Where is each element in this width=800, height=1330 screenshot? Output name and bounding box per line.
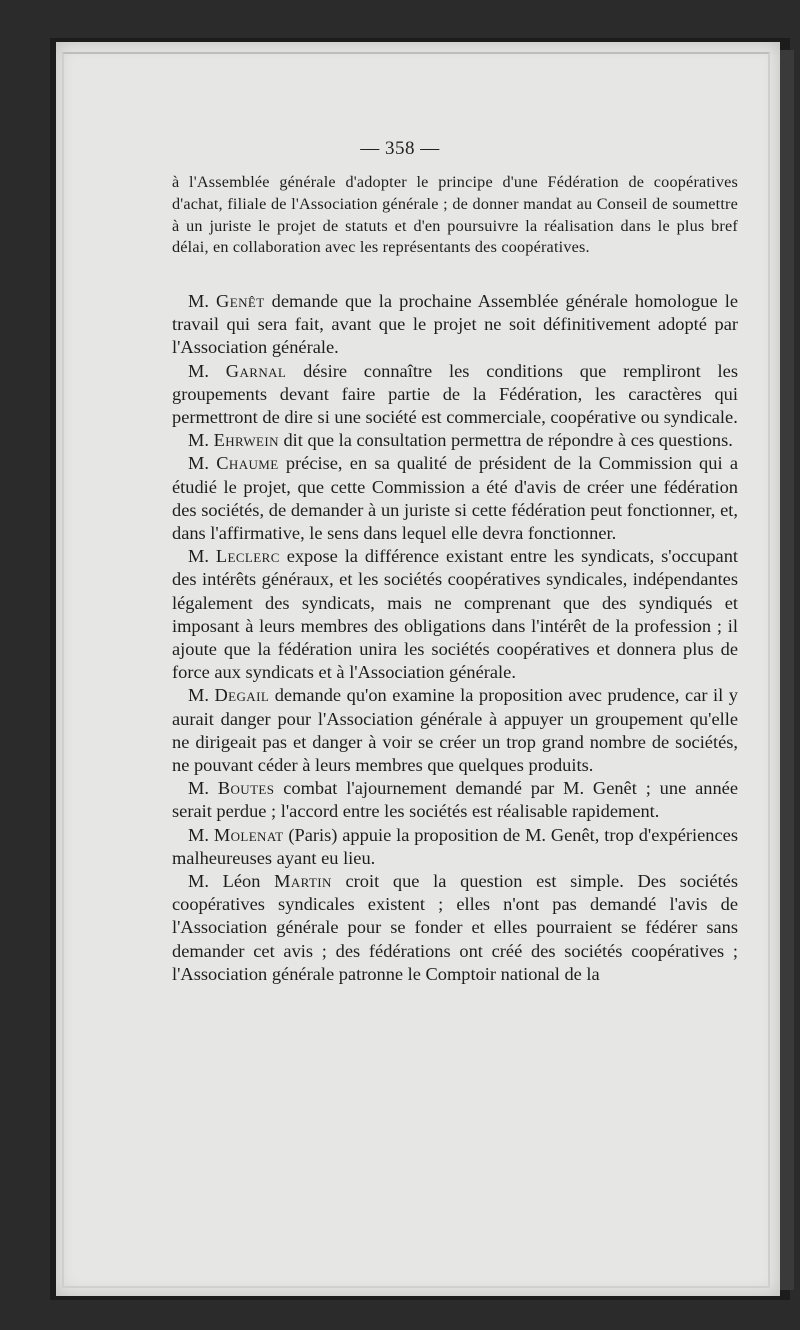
speaker-name: Leclerc xyxy=(215,546,280,567)
minutes-body xyxy=(172,290,738,986)
page-edge xyxy=(780,50,794,1290)
speaker-name: Chaume xyxy=(216,453,279,474)
speaker-name: Garnal xyxy=(225,360,287,381)
paragraph-degail: M. Degail demande qu'on examine la proposition avec prudence, car il y aurait danger pour l'Association générale à appuyer un groupement qu'elle ne dirigeait pas et danger à voir se créer un trop grand nombre de sociétés, ne pouvant céder à leurs membres que quelques produits. xyxy=(172,685,738,776)
paragraph-boutes: M. Boutes combat l'ajournement demandé par M. Genêt ; une année serait perdue ; l'accord entre les sociétés est réalisable rapidement. xyxy=(172,778,738,822)
speaker-name: Boutes xyxy=(217,778,275,799)
speaker-name: Molenat xyxy=(213,824,284,845)
paragraph-chaume: M. Chaume précise, en sa qualité de président de la Commission qui a étudié le projet, que cette Commission a été d'avis de créer une fédération des sociétés, de demander à un juriste si cette fédération peut fonctionner, et, dans l'affirmative, le sens dans lequel elle devra fonctionner. xyxy=(172,453,738,544)
paragraph-garnal: M. Garnal désire connaître les conditions que rempliront les groupements devant faire partie de la Fédération, les caractères qui permettront de dire si une société est commerciale, coopérative ou syndicale. xyxy=(172,360,738,428)
speaker-name: Martin xyxy=(274,871,332,892)
paragraph-genet: M. Genêt demande que la prochaine Assemblée générale homologue le travail qui sera fait, avant que le projet ne soit définitivement adopté par l'Association générale. xyxy=(172,291,738,358)
paragraph-martin: M. Léon Martin croit que la question est simple. Des sociétés coopératives syndicales existent ; elles n'ont pas demandé l'avis de l'Association générale pour se fonder et elles pourraient se fédérer sans demander cet avis ; des fédérations ont créé des sociétés coopératives ; l'Association générale patronne le Comptoir national de la xyxy=(172,871,738,984)
intro-paragraph xyxy=(172,172,738,259)
intro-text: à l'Assemblée générale d'adopter le principe d'une Fédération de coopératives d'achat, filiale de l'Association générale ; de donner mandat au Conseil de soumettre à un juriste le projet de statuts et d'en poursuivre la réalisation dans le plus bref délai, en collaboration avec les représentants des coopératives. xyxy=(172,173,738,257)
paragraph-ehrwein: M. Ehrwein dit que la consultation permettra de répondre à ces questions. xyxy=(188,430,733,451)
speaker-name: Degail xyxy=(214,685,270,706)
paragraph-molenat: M. Molenat (Paris) appuie la proposition de M. Genêt, trop d'expériences malheureuses ayant eu lieu. xyxy=(172,824,738,868)
page-number: — 358 — xyxy=(360,138,440,159)
speaker-name: Ehrwein xyxy=(213,430,279,451)
speaker-name: Genêt xyxy=(216,291,265,311)
paragraph-leclerc: M. Leclerc expose la différence existant entre les syndicats, s'occupant des intérêts généraux, et les sociétés coopératives syndicales, indépendantes légalement des syndicats, mais ne comprenant que des syndiqués et imposant à leurs membres des obligations dans l'intérêt de la profession ; il ajoute que la fédération unira les sociétés coopératives et donnera plus de force aux syndicats et à l'Association générale. xyxy=(172,546,738,683)
